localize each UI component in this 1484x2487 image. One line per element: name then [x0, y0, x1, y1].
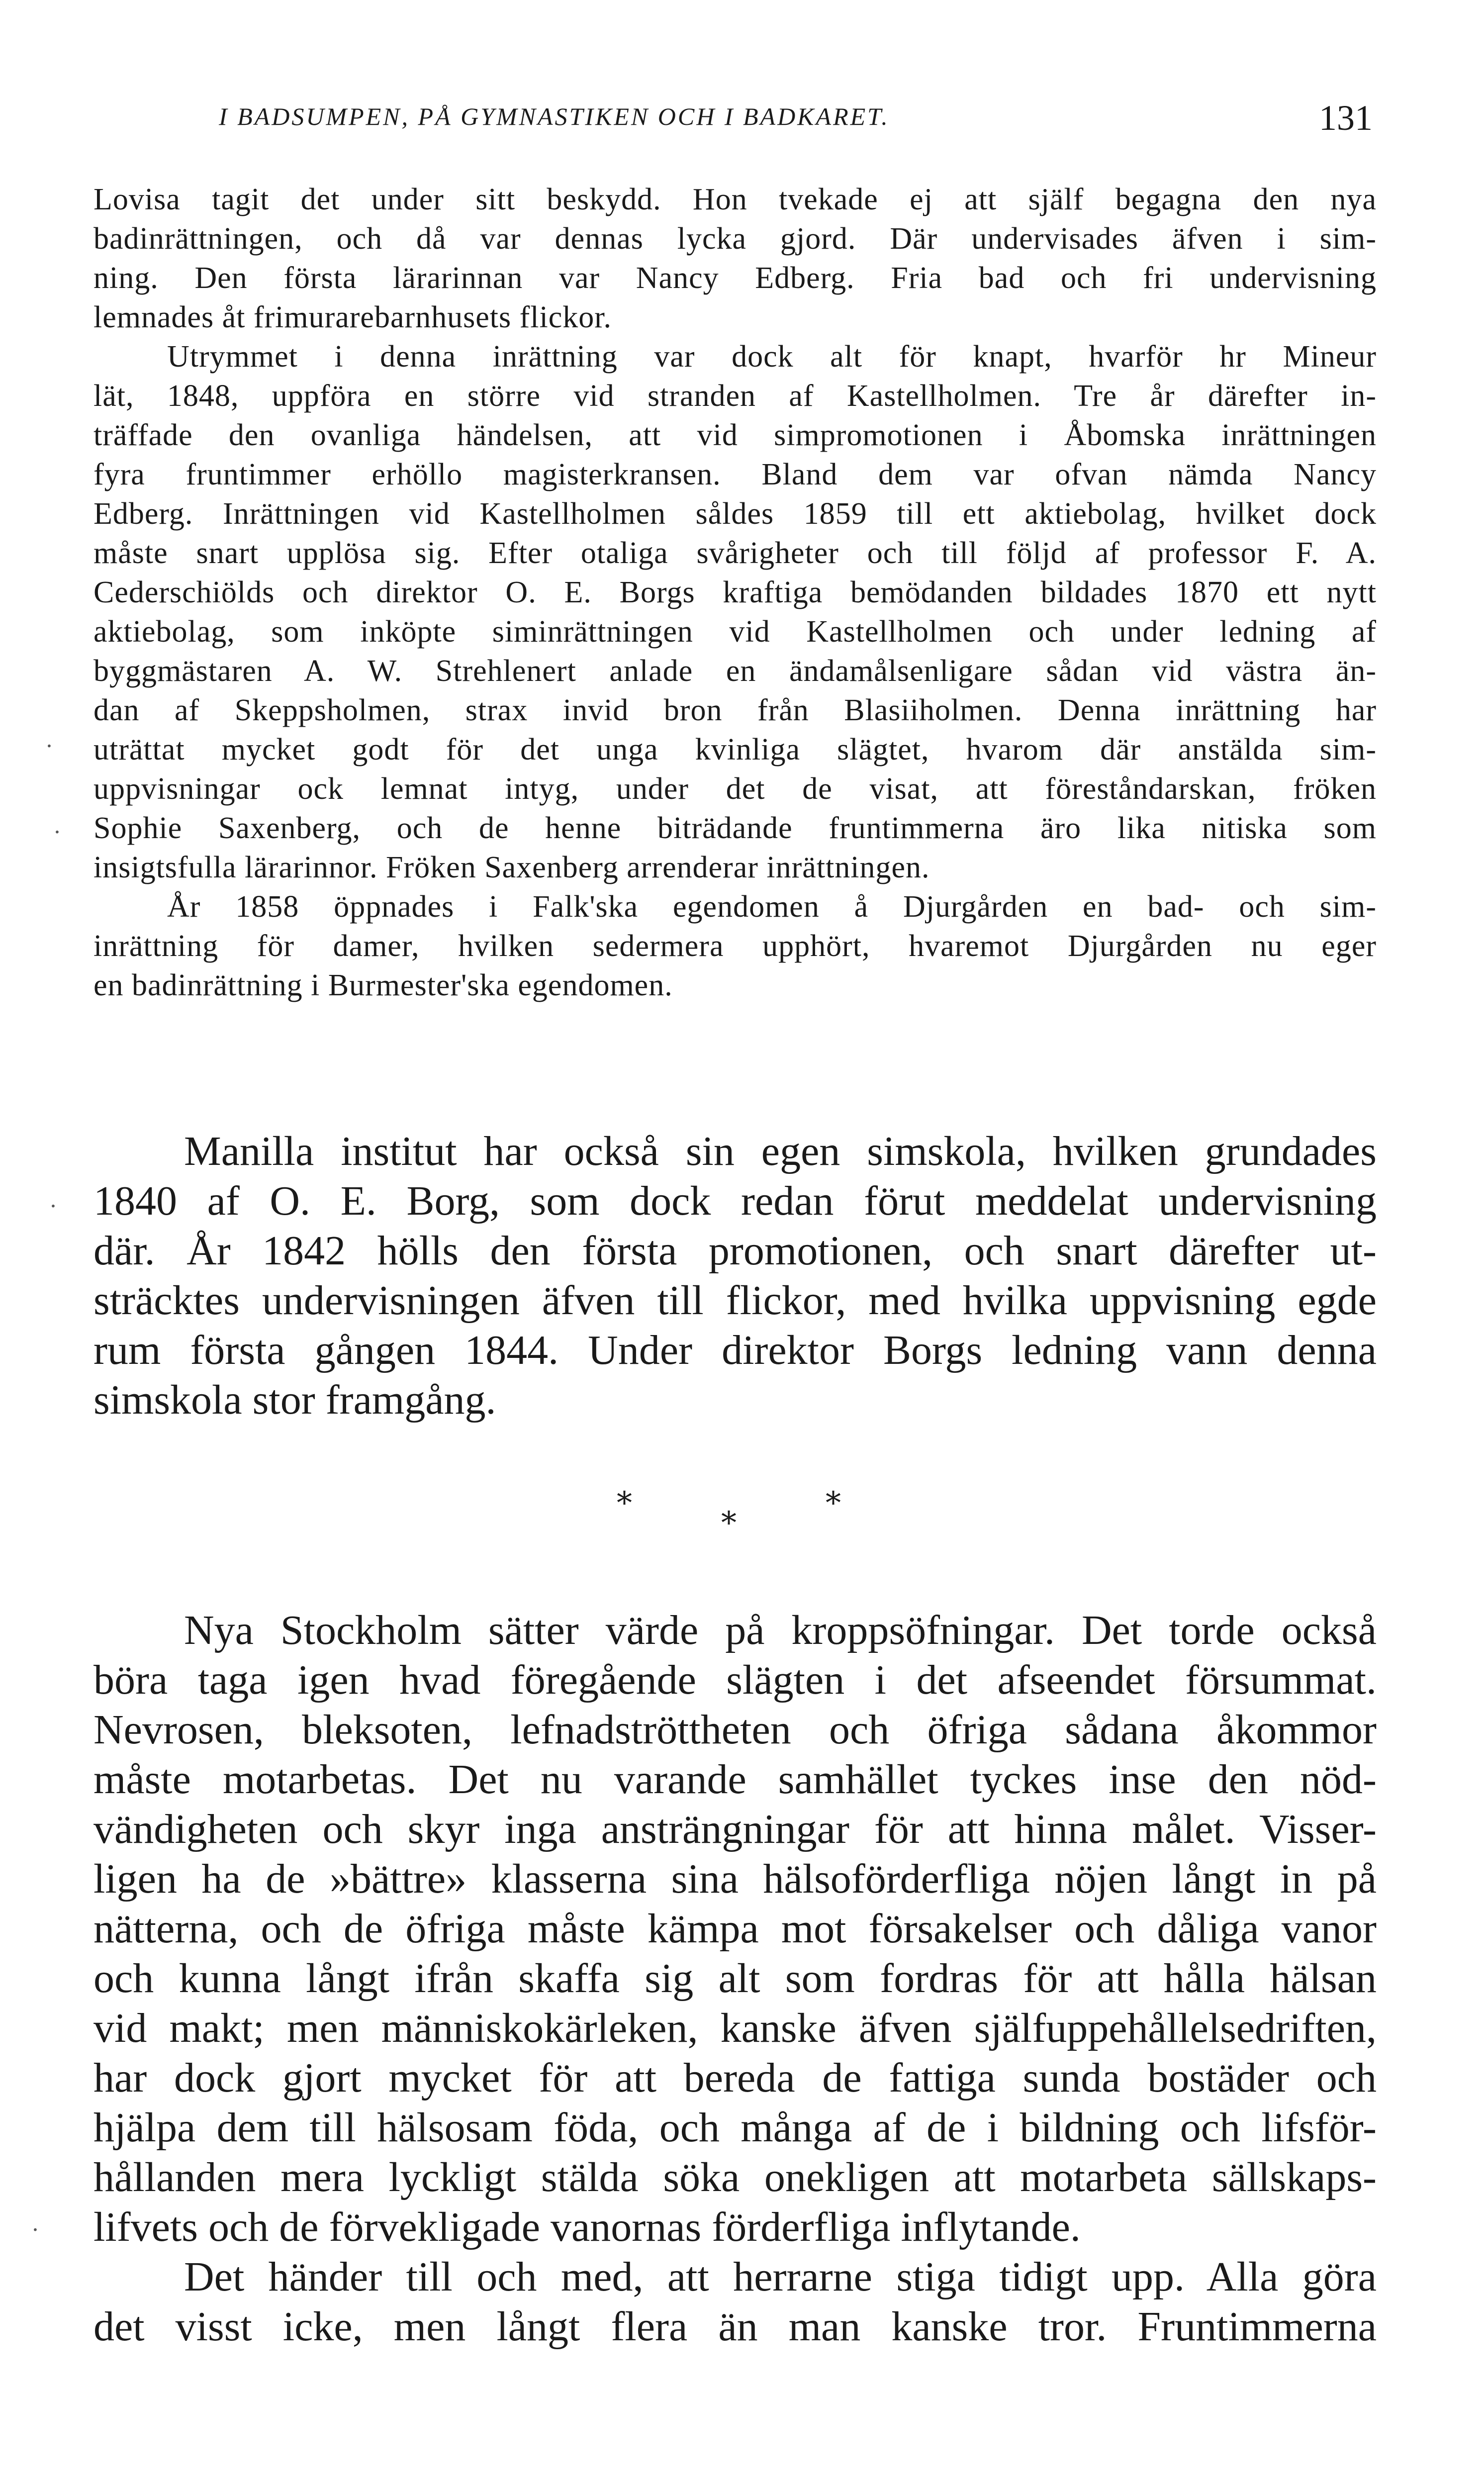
- asterisk-ornament: *: [826, 1485, 841, 1521]
- text-line: badinrättningen, och då var dennas lycka gjord. Där undervisades äfven i sim-: [93, 222, 1377, 256]
- text-line: Det händer till och med, att herrarne stiga tidigt upp. Alla göra: [184, 2254, 1377, 2300]
- text-line: vändigheten och skyr inga ansträngningar för att hinna målet. Visser-: [93, 1806, 1377, 1852]
- text-line: Nya Stockholm sätter värde på kroppsöfningar. Det torde också: [184, 1607, 1377, 1653]
- asterisk-ornament: *: [721, 1505, 737, 1541]
- paragraph-block-large: [93, 1127, 1377, 1425]
- text-line: lifvets och de förvekligade vanornas förderfliga inflytande.: [93, 2204, 1081, 2250]
- text-line: hjälpa dem till hälsosam föda, och många af de i bildning och lifsför-: [93, 2104, 1377, 2151]
- margin-speck: ·: [46, 734, 53, 759]
- text-line: 1840 af O. E. Borg, som dock redan förut meddelat undervisning: [93, 1178, 1377, 1224]
- text-line: ning. Den första lärarinnan var Nancy Edberg. Fria bad och fri undervisning: [93, 261, 1377, 295]
- text-line: Nevrosen, bleksoten, lefnadströttheten och öfriga sådana åkommor: [93, 1707, 1377, 1753]
- section-separator: [572, 1485, 870, 1554]
- text-line: där. År 1842 hölls den första promotionen, och snart därefter ut-: [93, 1228, 1377, 1274]
- paragraph-block-small: [93, 180, 1377, 1005]
- text-line: måste motarbetas. Det nu varande samhället tyckes inse den nöd-: [93, 1756, 1377, 1803]
- text-line: nätterna, och de öfriga måste kämpa mot försakelser och dåliga vanor: [93, 1906, 1377, 1952]
- text-line: uppvisningar ock lemnat intyg, under det de visat, att föreståndarskan, fröken: [93, 772, 1377, 806]
- text-line: sträcktes undervisningen äfven till flickor, med hvilka uppvisning egde: [93, 1277, 1377, 1324]
- margin-speck: ·: [32, 2217, 39, 2243]
- text-line: fyra fruntimmer erhöllo magisterkransen. Bland dem var ofvan nämda Nancy: [93, 458, 1377, 491]
- text-line: vid makt; men människokärleken, kanske äfven själfuppehållelsedriften,: [93, 2005, 1377, 2051]
- text-line: Sophie Saxenberg, och de henne biträdande fruntimmerna äro lika nitiska som: [93, 811, 1377, 845]
- text-line: byggmästaren A. W. Strehlenert anlade en ändamålsenligare sådan vid västra än-: [93, 654, 1377, 688]
- text-line: det visst icke, men långt flera än man kanske tror. Fruntimmerna: [93, 2303, 1377, 2350]
- running-head: I BADSUMPEN, PÅ GYMNASTIKEN OCH I BADKARET.: [219, 102, 890, 130]
- text-line: Lovisa tagit det under sitt beskydd. Hon tvekade ej att själf begagna den nya: [93, 183, 1377, 216]
- text-line: rum första gången 1844. Under direktor Borgs ledning vann denna: [93, 1327, 1377, 1373]
- text-line: träffade den ovanliga händelsen, att vid simpromotionen i Åbomska inrättningen: [93, 418, 1377, 452]
- text-line: måste snart upplösa sig. Efter otaliga svårigheter och till följd af professor F. A.: [93, 536, 1377, 570]
- text-line: ligen ha de »bättre» klasserna sina hälsoförderfliga nöjen långt in på: [93, 1856, 1377, 1902]
- text-line: uträttat mycket godt för det unga kvinliga slägtet, hvarom där anstälda sim-: [93, 733, 1377, 766]
- text-line: och kunna långt ifrån skaffa sig alt som fordras för att hålla hälsan: [93, 1955, 1377, 2002]
- text-line: Cederschiölds och direktor O. E. Borgs kraftiga bemödanden bildades 1870 ett nytt: [93, 575, 1377, 609]
- text-line: har dock gjort mycket för att bereda de fattiga sunda bostäder och: [93, 2055, 1377, 2101]
- margin-speck: ·: [54, 820, 61, 845]
- text-line: Utrymmet i denna inrättning var dock alt för knapt, hvarför hr Mineur: [167, 340, 1377, 374]
- text-line: inrättning för damer, hvilken sedermera upphört, hvaremot Djurgården nu eger: [93, 929, 1377, 963]
- text-line: Edberg. Inrättningen vid Kastellholmen såldes 1859 till ett aktiebolag, hvilket dock: [93, 497, 1377, 531]
- paragraph-block-large: [93, 1606, 1377, 2352]
- text-line: hållanden mera lyckligt stälda söka onekligen att motarbeta sällskaps-: [93, 2154, 1377, 2200]
- text-line: insigtsfulla lärarinnor. Fröken Saxenberg arrenderar inrättningen.: [93, 851, 930, 884]
- text-line: dan af Skeppsholmen, strax invid bron från Blasiiholmen. Denna inrättning har: [93, 693, 1377, 727]
- text-line: en badinrättning i Burmester'ska egendomen.: [93, 968, 673, 1002]
- text-line: lemnades åt frimurarebarnhusets flickor.: [93, 300, 612, 334]
- text-line: aktiebolag, som inköpte siminrättningen vid Kastellholmen och under ledning af: [93, 615, 1377, 649]
- page-number: 131: [1319, 98, 1373, 138]
- text-line: lät, 1848, uppföra en större vid stranden af Kastellholmen. Tre år därefter in-: [93, 379, 1377, 413]
- margin-speck: ·: [50, 1194, 57, 1219]
- text-line: böra taga igen hvad föregående slägten i det afseendet försummat.: [93, 1657, 1377, 1703]
- text-line: simskola stor framgång.: [93, 1377, 496, 1423]
- text-line: År 1858 öppnades i Falk'ska egendomen å Djurgården en bad- och sim-: [167, 890, 1377, 924]
- text-line: Manilla institut har också sin egen simskola, hvilken grundades: [184, 1128, 1377, 1174]
- asterisk-ornament: *: [617, 1485, 632, 1521]
